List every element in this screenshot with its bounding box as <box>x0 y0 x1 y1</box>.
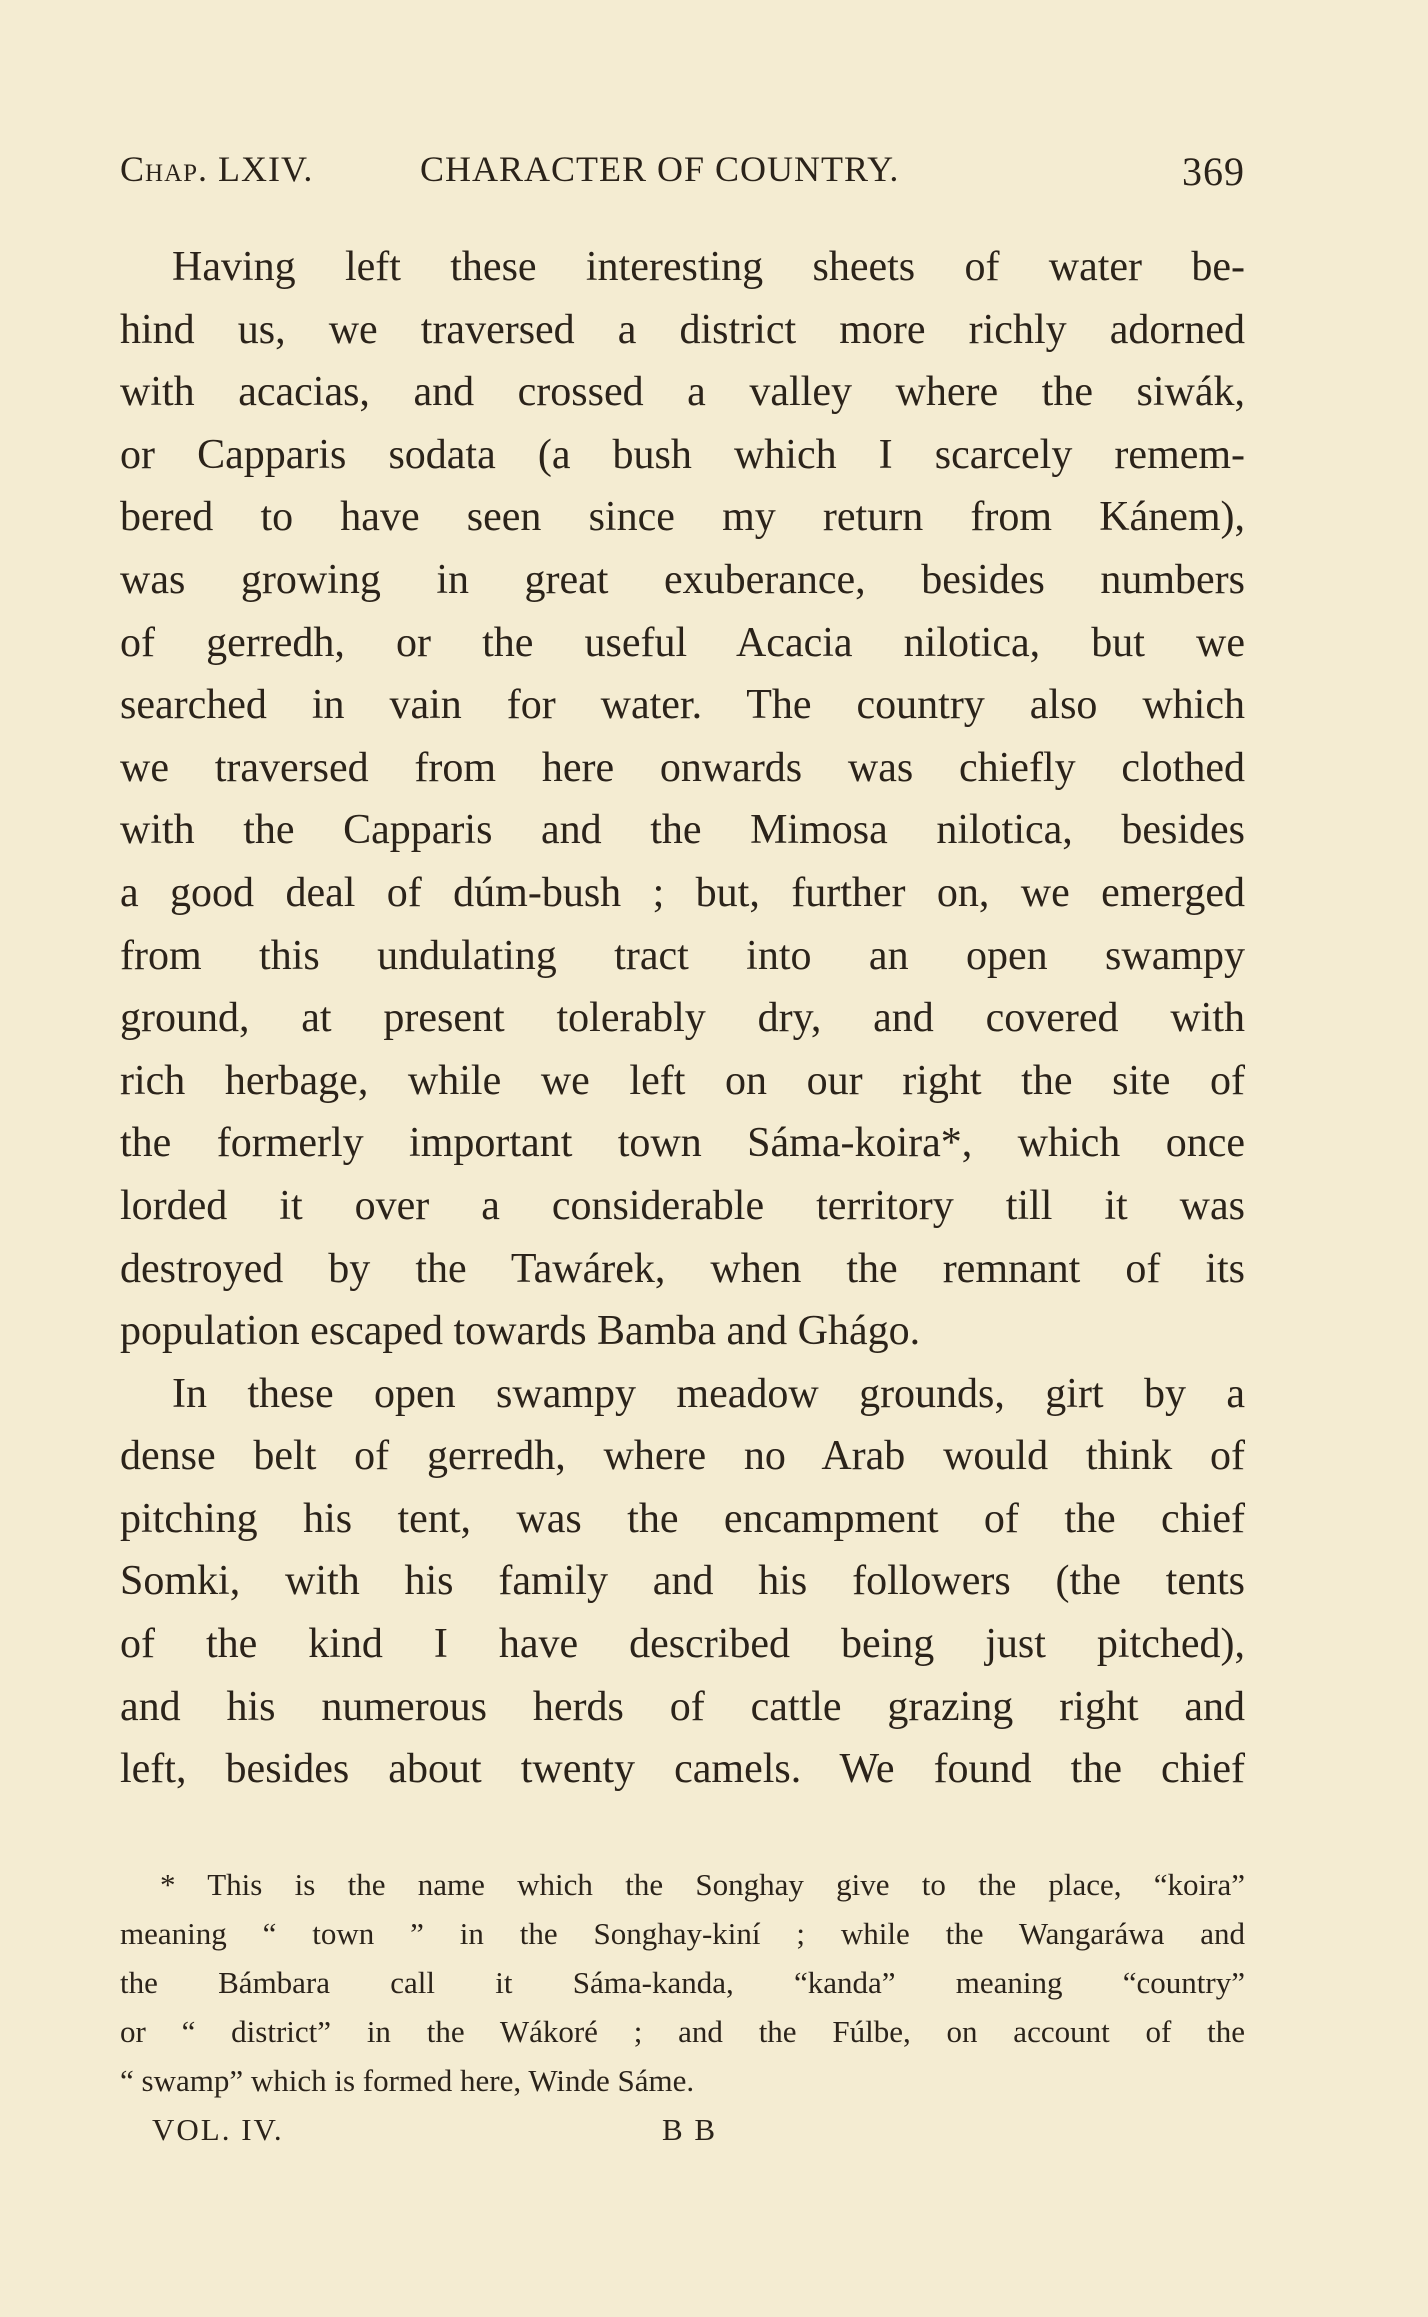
text-line: with the Capparis and the Mimosa nilotica, besides <box>120 807 1245 854</box>
footnote-line: meaning “ town ” in the Songhay-kiní ; while the Wangaráwa and <box>120 1916 1245 1951</box>
text-line: was growing in great exuberance, besides numbers <box>120 556 1245 603</box>
running-title: CHARACTER OF COUNTRY. <box>420 149 900 189</box>
text-line: we traversed from here onwards was chiefly clothed <box>120 744 1245 791</box>
text-line: of the kind I have described being just pitched), <box>120 1621 1245 1668</box>
text-line: dense belt of gerredh, where no Arab would think of <box>120 1433 1245 1480</box>
footnote <box>120 1860 1245 2105</box>
volume-label: VOL. IV. <box>152 2112 284 2147</box>
text-line: or Capparis sodata (a bush which I scarcely remem- <box>120 431 1245 478</box>
text-line: population escaped towards Bamba and Ghágo. <box>120 1308 921 1355</box>
signature-mark: B B <box>662 2112 718 2147</box>
text-line: the formerly important town Sáma-koira*, which once <box>120 1120 1245 1167</box>
page-number: 369 <box>1182 149 1245 194</box>
text-line: destroyed by the Tawárek, when the remnant of its <box>120 1245 1245 1292</box>
text-line: searched in vain for water. The country also which <box>120 682 1245 729</box>
text-line: a good deal of dúm-bush ; but, further on, we emerged <box>120 869 1245 916</box>
footnote-line: or “ district” in the Wákoré ; and the Fúlbe, on account of the <box>120 2014 1245 2049</box>
text-line: rich herbage, while we left on our right the site of <box>120 1057 1245 1104</box>
text-line: Somki, with his family and his followers (the tents <box>120 1558 1245 1605</box>
text-line: with acacias, and crossed a valley where the siwák, <box>120 369 1245 416</box>
footnote-line: the Bámbara call it Sáma-kanda, “kanda” meaning “country” <box>120 1965 1245 2000</box>
running-header <box>120 148 1245 208</box>
text-line: pitching his tent, was the encampment of the chief <box>120 1495 1245 1542</box>
main-text <box>120 236 1245 1801</box>
text-line: bered to have seen since my return from Kánem), <box>120 494 1245 541</box>
text-line: left, besides about twenty camels. We found the chief <box>120 1746 1245 1793</box>
text-line: hind us, we traversed a district more richly adorned <box>120 306 1245 353</box>
chapter-label: Chap. LXIV. <box>120 149 314 189</box>
text-line: ground, at present tolerably dry, and covered with <box>120 995 1245 1042</box>
text-line: In these open swampy meadow grounds, girt by a <box>172 1370 1245 1417</box>
text-line: lorded it over a considerable territory till it was <box>120 1182 1245 1229</box>
text-line: from this undulating tract into an open swampy <box>120 932 1245 979</box>
signature-line <box>152 2112 752 2160</box>
text-line: of gerredh, or the useful Acacia nilotica, but we <box>120 619 1245 666</box>
text-line: Having left these interesting sheets of water be- <box>172 244 1245 290</box>
footnote-line: “ swamp” which is formed here, Winde Sáme. <box>120 2063 695 2098</box>
footnote-line: * This is the name which the Songhay give to the place, “koira” <box>160 1867 1245 1902</box>
text-line: and his numerous herds of cattle grazing right and <box>120 1683 1245 1730</box>
